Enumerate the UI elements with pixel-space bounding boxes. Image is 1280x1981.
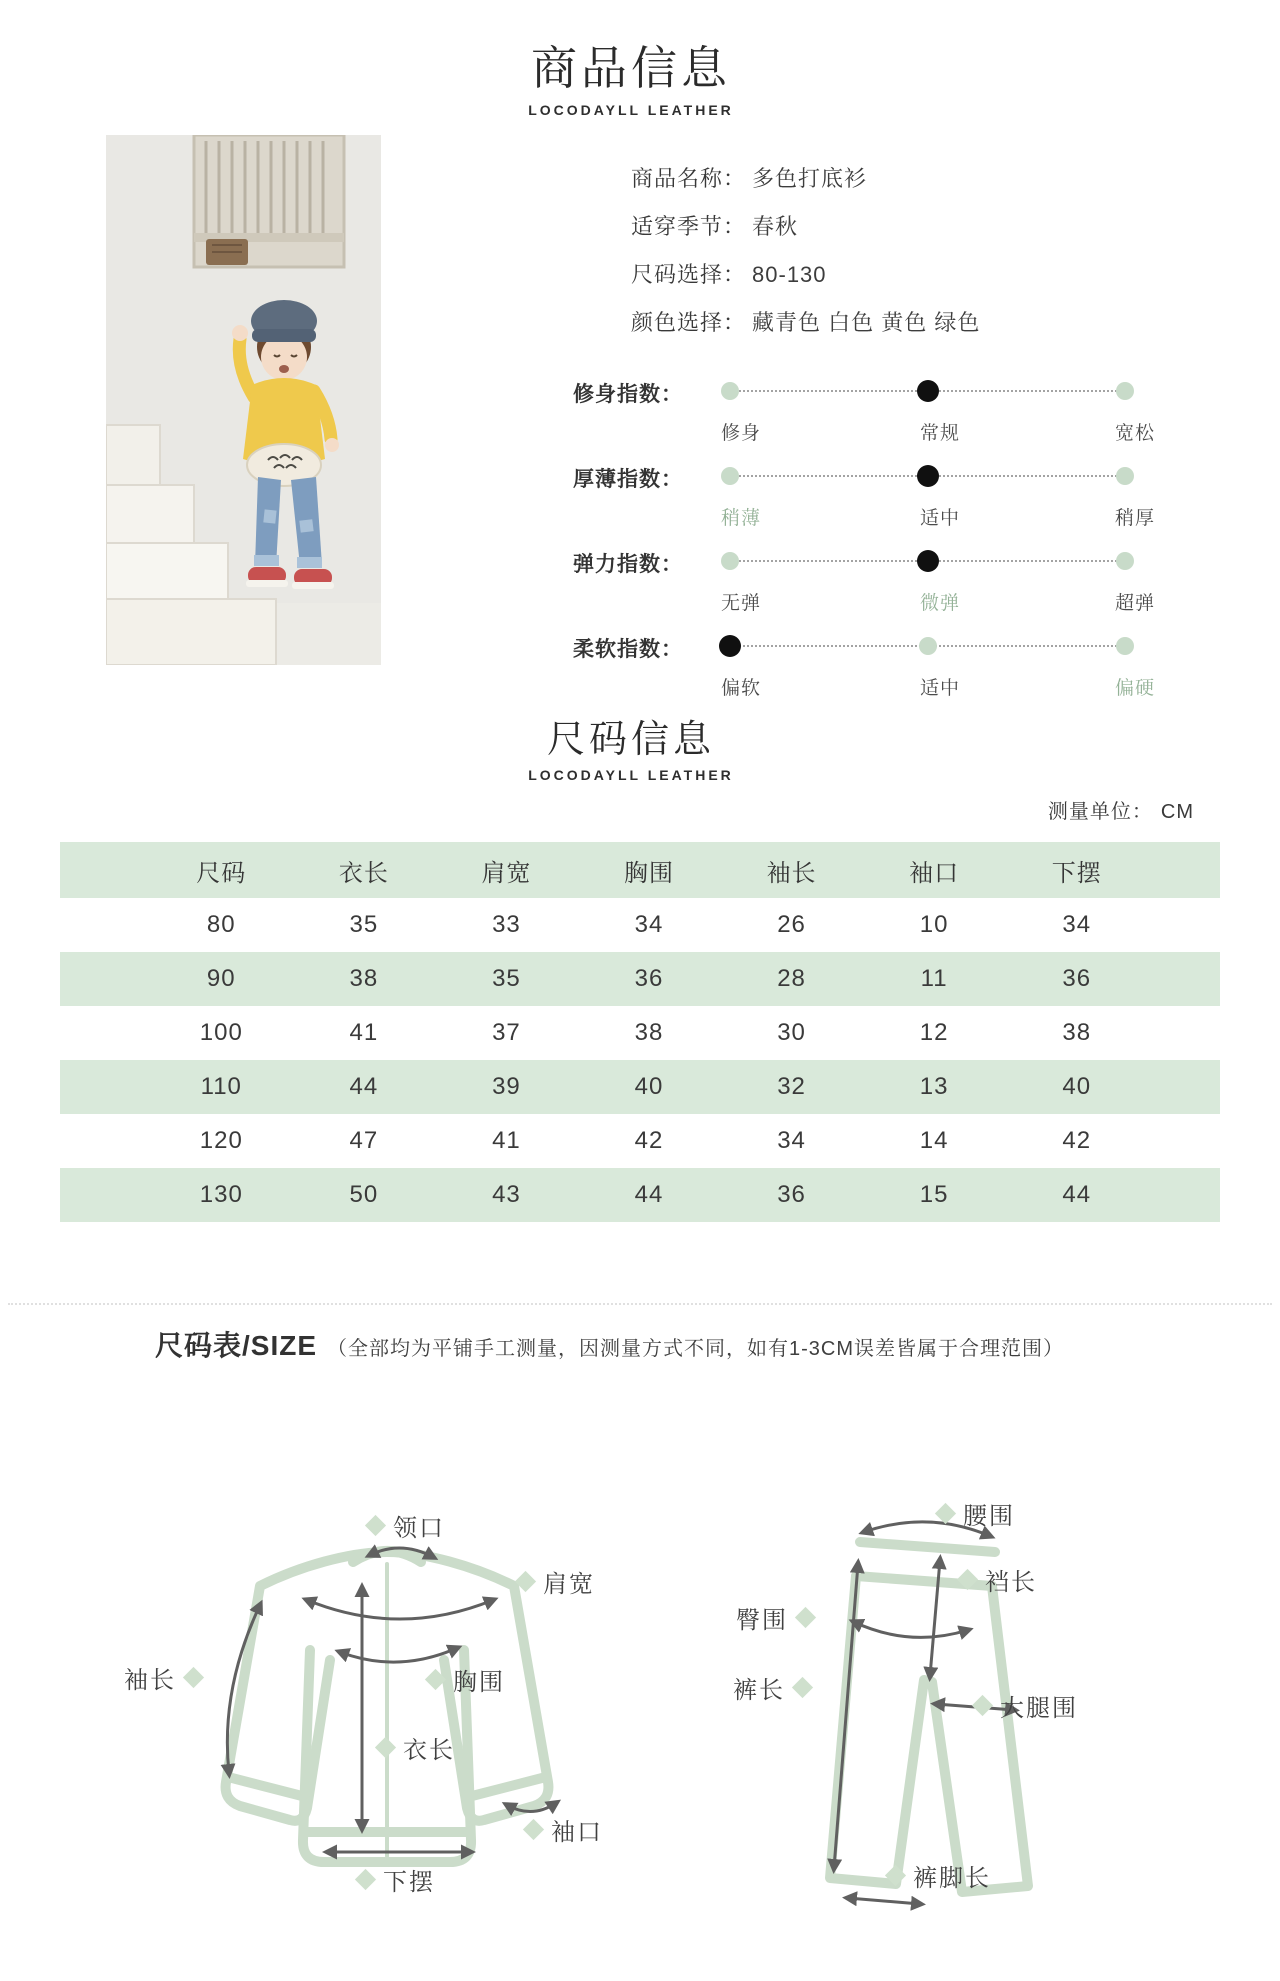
size-cell: 14 bbox=[919, 1127, 949, 1154]
size-cell: 39 bbox=[492, 1073, 521, 1100]
size-table-row bbox=[60, 952, 1220, 1006]
diamond-icon bbox=[375, 1737, 396, 1758]
info-label: 适穿季节： bbox=[631, 214, 747, 239]
index-track bbox=[730, 475, 1125, 477]
index-option: 宽松 bbox=[1114, 423, 1156, 444]
size-table-row bbox=[60, 898, 1220, 952]
shirt-outline-drawing bbox=[190, 1500, 580, 1920]
size-cell: 41 bbox=[492, 1127, 521, 1154]
window-shutter bbox=[194, 135, 344, 267]
diamond-icon bbox=[972, 1695, 993, 1716]
shirt-outline bbox=[226, 1551, 549, 1862]
size-cell: 40 bbox=[1062, 1073, 1092, 1100]
shirt-label-cuff: 袖口 bbox=[516, 1812, 603, 1847]
brand-subtitle: LOCODAYLL LEATHER bbox=[528, 102, 734, 118]
slider-dot-right bbox=[1116, 382, 1134, 400]
slider-dot-right bbox=[1116, 467, 1134, 485]
slider-dot-middle bbox=[917, 550, 939, 572]
size-info-header bbox=[0, 708, 1262, 783]
shirt-label-chest: 胸围 bbox=[418, 1662, 505, 1697]
size-table-header-row bbox=[60, 842, 1220, 898]
size-col-header: 胸围 bbox=[623, 859, 674, 887]
info-label: 商品名称： bbox=[631, 166, 747, 191]
size-cell: 42 bbox=[634, 1127, 664, 1154]
brand-subtitle: LOCODAYLL LEATHER bbox=[528, 767, 734, 783]
product-photo-illustration bbox=[106, 135, 381, 665]
size-cell: 11 bbox=[920, 965, 948, 992]
size-cell: 26 bbox=[777, 911, 806, 938]
measure-unit bbox=[1048, 795, 1194, 824]
size-cell: 90 bbox=[206, 965, 236, 992]
slider-dot-left bbox=[721, 552, 739, 570]
slider-dot-left bbox=[721, 382, 739, 400]
size-cell: 33 bbox=[492, 911, 521, 938]
shirt-label-neckline: 领口 bbox=[358, 1508, 445, 1543]
size-cell: 32 bbox=[777, 1073, 806, 1100]
index-track bbox=[730, 390, 1125, 392]
size-cell: 13 bbox=[919, 1073, 949, 1100]
size-cell: 10 bbox=[919, 911, 949, 938]
size-note bbox=[155, 1324, 1064, 1364]
size-cell: 44 bbox=[349, 1073, 379, 1100]
shirt-measure-diagram bbox=[190, 1500, 580, 1920]
size-col-header: 尺码 bbox=[196, 859, 247, 887]
size-section-title: 尺码信息 bbox=[546, 719, 715, 761]
size-cell: 38 bbox=[634, 1019, 664, 1046]
size-cell: 35 bbox=[492, 965, 521, 992]
index-label: 弹力指数： bbox=[573, 553, 683, 576]
index-track bbox=[730, 645, 1125, 647]
pants-label-pants-length: 裤长 bbox=[733, 1670, 820, 1705]
size-cell: 35 bbox=[349, 911, 379, 938]
measure-unit-value: CM bbox=[1160, 801, 1194, 823]
pants-label-leg-opening: 裤脚长 bbox=[878, 1858, 991, 1893]
page-title: 商品信息 bbox=[531, 42, 731, 94]
size-cell: 36 bbox=[634, 965, 664, 992]
slider-dot-left bbox=[721, 467, 739, 485]
shirt-measure-arrows bbox=[227, 1548, 556, 1852]
diamond-icon bbox=[957, 1569, 978, 1590]
diamond-icon bbox=[885, 1865, 906, 1886]
size-cell: 47 bbox=[349, 1127, 379, 1154]
info-value: 80-130 bbox=[752, 262, 827, 287]
slider-dot-middle bbox=[919, 637, 937, 655]
index-row bbox=[565, 631, 1185, 709]
index-row bbox=[565, 376, 1185, 454]
shirt-label-body-length: 衣长 bbox=[368, 1730, 455, 1765]
size-col-header: 下摆 bbox=[1051, 859, 1102, 887]
slider-dot-right bbox=[1116, 552, 1134, 570]
index-option: 稍厚 bbox=[1114, 508, 1156, 529]
size-cell: 100 bbox=[199, 1019, 243, 1046]
info-row-name bbox=[631, 160, 980, 208]
size-cell: 12 bbox=[919, 1019, 949, 1046]
index-option: 偏软 bbox=[720, 678, 762, 699]
size-table bbox=[60, 842, 1220, 1222]
size-cell: 50 bbox=[349, 1181, 379, 1208]
diamond-icon bbox=[183, 1667, 204, 1688]
size-col-header: 袖口 bbox=[909, 859, 960, 887]
index-option: 适中 bbox=[919, 508, 961, 529]
info-label: 颜色选择： bbox=[631, 310, 747, 335]
index-label: 厚薄指数： bbox=[573, 468, 683, 491]
info-row-season bbox=[631, 208, 980, 256]
size-note-title: 尺码表/SIZE bbox=[155, 1330, 318, 1361]
measure-unit-label: 测量单位： bbox=[1047, 801, 1153, 823]
size-col-header: 衣长 bbox=[338, 859, 389, 887]
slider-dot-middle bbox=[917, 380, 939, 402]
size-cell: 38 bbox=[1062, 1019, 1092, 1046]
size-col-header: 肩宽 bbox=[481, 859, 532, 887]
product-info-list bbox=[631, 160, 980, 352]
size-cell: 15 bbox=[919, 1181, 949, 1208]
size-cell: 36 bbox=[1062, 965, 1092, 992]
info-label: 尺码选择： bbox=[631, 262, 747, 287]
size-cell: 36 bbox=[777, 1181, 806, 1208]
slider-dot-left bbox=[719, 635, 741, 657]
size-cell: 80 bbox=[206, 911, 236, 938]
index-option: 超弹 bbox=[1114, 593, 1156, 614]
slider-dot-right bbox=[1116, 637, 1134, 655]
index-option: 偏硬 bbox=[1114, 678, 1156, 699]
info-value: 藏青色 白色 黄色 绿色 bbox=[752, 310, 981, 335]
dotted-divider bbox=[8, 1303, 1272, 1305]
size-cell: 28 bbox=[777, 965, 806, 992]
info-row-colors bbox=[631, 304, 980, 352]
pants-label-hip: 臀围 bbox=[736, 1600, 823, 1635]
info-value: 多色打底衫 bbox=[752, 166, 868, 191]
shirt-label-shoulder: 肩宽 bbox=[508, 1564, 595, 1599]
product-info-header bbox=[0, 32, 1262, 118]
size-cell: 40 bbox=[634, 1073, 664, 1100]
slider-dot-middle bbox=[917, 465, 939, 487]
index-option: 无弹 bbox=[720, 593, 762, 614]
shirt-label-sleeve-length: 袖长 bbox=[124, 1660, 211, 1695]
size-cell: 120 bbox=[199, 1127, 243, 1154]
index-track bbox=[730, 560, 1125, 562]
index-option: 适中 bbox=[919, 678, 961, 699]
size-cell: 42 bbox=[1062, 1127, 1092, 1154]
index-option: 微弹 bbox=[919, 593, 961, 614]
size-cell: 43 bbox=[492, 1181, 521, 1208]
index-option: 修身 bbox=[720, 423, 762, 444]
index-row bbox=[565, 461, 1185, 539]
size-cell: 44 bbox=[634, 1181, 664, 1208]
pants-label-waist: 腰围 bbox=[928, 1496, 1015, 1531]
index-option: 稍薄 bbox=[720, 508, 762, 529]
diamond-icon bbox=[355, 1869, 376, 1890]
size-cell: 37 bbox=[492, 1019, 521, 1046]
size-table-row bbox=[60, 1006, 1220, 1060]
diamond-icon bbox=[792, 1677, 813, 1698]
size-cell: 41 bbox=[349, 1019, 379, 1046]
size-cell: 110 bbox=[200, 1073, 242, 1100]
diamond-icon bbox=[523, 1819, 544, 1840]
index-option: 常规 bbox=[919, 423, 961, 444]
index-row bbox=[565, 546, 1185, 624]
info-row-size-range bbox=[631, 256, 980, 304]
pants-label-crotch-length: 裆长 bbox=[950, 1562, 1037, 1597]
size-cell: 34 bbox=[777, 1127, 806, 1154]
size-note-body: （全部均为平铺手工测量，因测量方式不同，如有1-3CM误差皆属于合理范围） bbox=[327, 1338, 1065, 1360]
size-table-row bbox=[60, 1060, 1220, 1114]
size-cell: 34 bbox=[1062, 911, 1092, 938]
diamond-icon bbox=[935, 1503, 956, 1524]
size-cell: 34 bbox=[634, 911, 664, 938]
size-cell: 30 bbox=[777, 1019, 806, 1046]
pants-label-thigh: 大腿围 bbox=[965, 1688, 1078, 1723]
size-cell: 38 bbox=[349, 965, 379, 992]
shirt-label-hem: 下摆 bbox=[348, 1862, 435, 1897]
size-table-row bbox=[60, 1168, 1220, 1222]
index-label: 修身指数： bbox=[573, 383, 683, 406]
diamond-icon bbox=[425, 1669, 446, 1690]
size-cell: 130 bbox=[199, 1181, 243, 1208]
info-value: 春秋 bbox=[752, 214, 799, 239]
diamond-icon bbox=[795, 1607, 816, 1628]
size-col-header: 袖长 bbox=[766, 859, 817, 887]
diamond-icon bbox=[365, 1515, 386, 1536]
size-table-row bbox=[60, 1114, 1220, 1168]
size-cell: 44 bbox=[1062, 1181, 1092, 1208]
product-photo bbox=[106, 135, 381, 665]
diamond-icon bbox=[515, 1571, 536, 1592]
index-label: 柔软指数： bbox=[573, 638, 683, 661]
